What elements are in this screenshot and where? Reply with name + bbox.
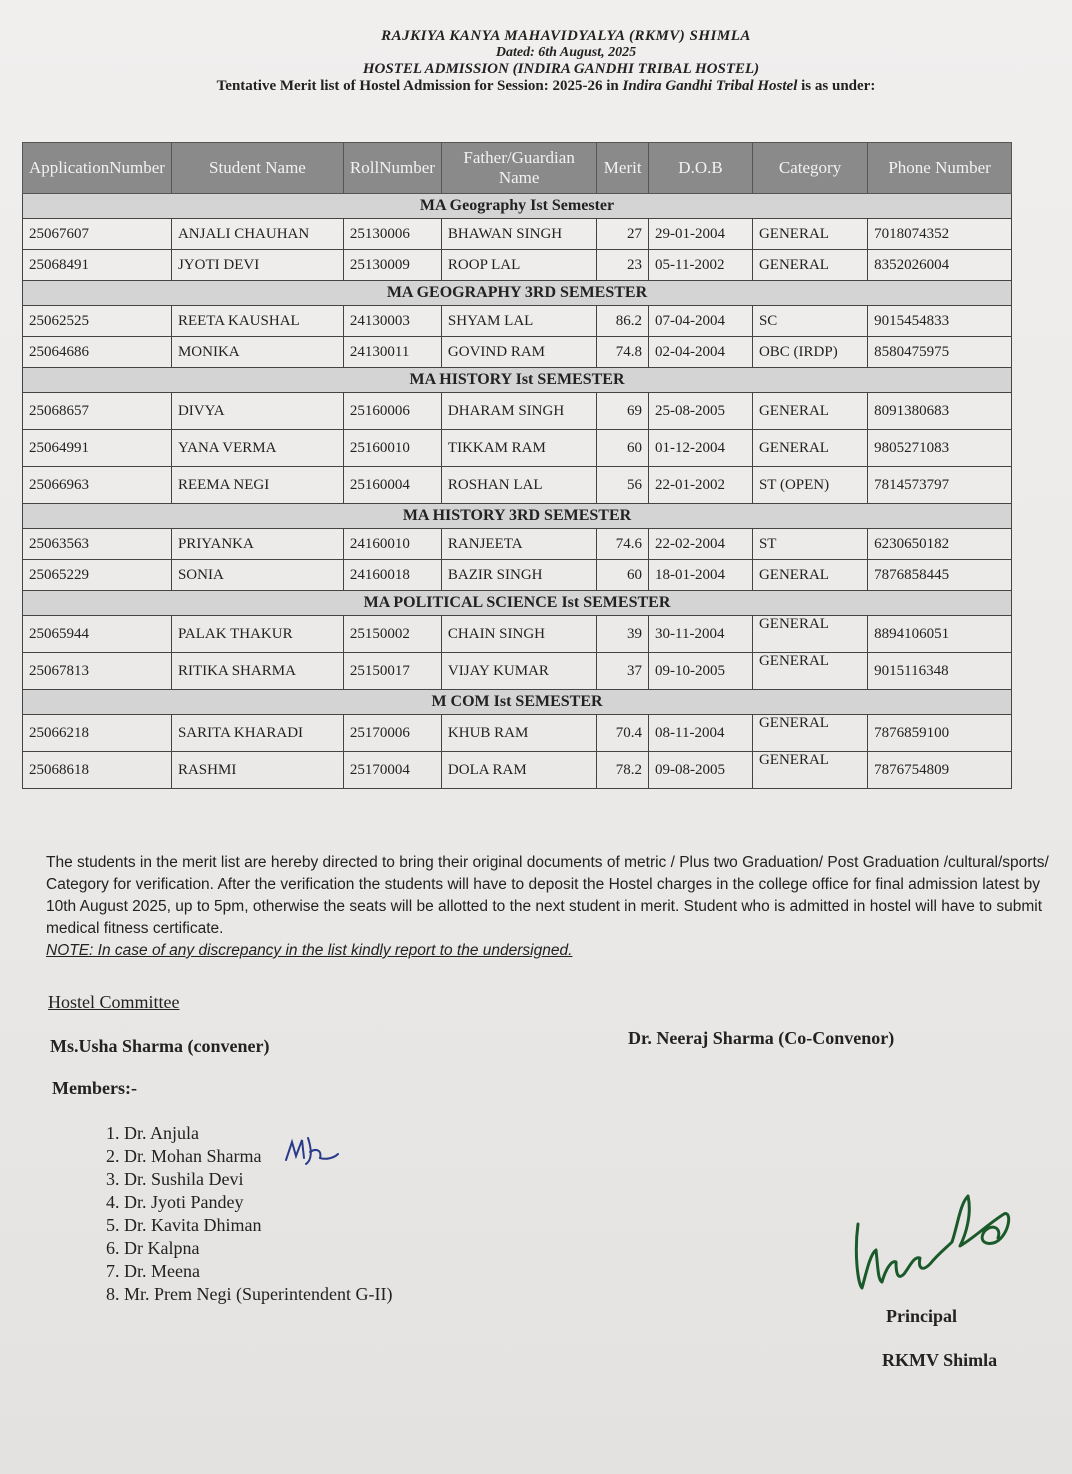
principal-signature [848,1184,1018,1304]
table-row: 25062525 REETA KAUSHAL 24130003 SHYAM LAL 86.2 07-04-2004 SC 9015454833 [23,306,1012,337]
list-title: Tentative Merit list of Hostel Admission for Session: 2025-26 in Indira Gandhi Tribal Hostel is as under: [216,78,876,94]
merit-table [22,142,1012,789]
hostel-title: HOSTEL ADMISSION (INDIRA GANDHI TRIBAL HOSTEL) [362,61,760,77]
section-heading: MA Geography Ist Semester [23,194,1012,219]
col-father-name: Father/Guardian Name [441,143,596,194]
member-item: 1. Dr. Anjula [124,1122,392,1145]
committee-title: Hostel Committee [48,992,180,1012]
table-header-row [23,143,1012,194]
table-row: 25065229 SONIA 24160018 BAZIR SINGH 60 18-01-2004 GENERAL 7876858445 [23,560,1012,591]
document-header [0,28,1072,95]
table-row: 25064686 MONIKA 24130011 GOVIND RAM 74.8 02-04-2004 OBC (IRDP) 8580475975 [23,337,1012,368]
section-heading: MA HISTORY Ist SEMESTER [23,368,1012,393]
col-phone: Phone Number [868,143,1012,194]
table-row: 25063563 PRIYANKA 24160010 RANJEETA 74.6 22-02-2004 ST 6230650182 [23,529,1012,560]
member-item: 3. Dr. Sushila Devi [124,1168,392,1191]
member-item: 5. Dr. Kavita Dhiman [124,1214,392,1237]
principal-org: RKMV Shimla [882,1350,998,1370]
convener: Ms.Usha Sharma (convener) [50,1036,270,1056]
member-signature [282,1130,342,1170]
member-item: 4. Dr. Jyoti Pandey [124,1191,392,1214]
document-date: Dated: 6th August, 2025 [495,45,637,60]
table-row: 25066963 REEMA NEGI 25160004 ROSHAN LAL 56 22-01-2002 ST (OPEN) 7814573797 [23,467,1012,504]
college-name: RAJKIYA KANYA MAHAVIDYALYA (RKMV) SHIMLA [381,28,751,44]
member-item: 7. Dr. Meena [124,1260,392,1283]
instructions [46,852,1050,962]
instructions-body: The students in the merit list are hereby directed to bring their original documents of metric / Plus two Graduation/ Post Graduation /cultural/sports/ Category for verification. After the verification the students will have to deposit the Hostel charges in the college office for final admission latest by 10th August 2025, up to 5pm, otherwise the seats will be allotted to the next student in merit. Student who is admitted in hostel will have to submit medical fitness certificate. [46,854,1049,937]
members-label: Members:- [52,1078,137,1098]
col-application-number: ApplicationNumber [23,143,172,194]
col-student-name: Student Name [171,143,343,194]
principal-title: Principal [886,1306,957,1326]
col-merit: Merit [597,143,649,194]
table-row: 25067607 ANJALI CHAUHAN 25130006 BHAWAN SINGH 27 29-01-2004 GENERAL 7018074352 [23,219,1012,250]
table-row: 25065944 PALAK THAKUR 25150002 CHAIN SINGH 39 30-11-2004 GENERAL 8894106051 [23,616,1012,653]
table-row: 25068618 RASHMI 25170004 DOLA RAM 78.2 09-08-2005 GENERAL 7876754809 [23,752,1012,789]
members-list [76,1122,392,1306]
member-item: 2. Dr. Mohan Sharma [124,1145,392,1168]
member-item: 8. Mr. Prem Negi (Superintendent G-II) [124,1283,392,1306]
discrepancy-note: NOTE: In case of any discrepancy in the list kindly report to the undersigned. [46,942,573,959]
section-heading: M COM Ist SEMESTER [23,690,1012,715]
member-item: 6. Dr Kalpna [124,1237,392,1260]
section-heading: MA POLITICAL SCIENCE Ist SEMESTER [23,591,1012,616]
table-row: 25064991 YANA VERMA 25160010 TIKKAM RAM 60 01-12-2004 GENERAL 9805271083 [23,430,1012,467]
table-row: 25067813 RITIKA SHARMA 25150017 VIJAY KUMAR 37 09-10-2005 GENERAL 9015116348 [23,653,1012,690]
section-heading: MA HISTORY 3RD SEMESTER [23,504,1012,529]
section-heading: MA GEOGRAPHY 3RD SEMESTER [23,281,1012,306]
table-row: 25068491 JYOTI DEVI 25130009 ROOP LAL 23 05-11-2002 GENERAL 8352026004 [23,250,1012,281]
table-row: 25068657 DIVYA 25160006 DHARAM SINGH 69 25-08-2005 GENERAL 8091380683 [23,393,1012,430]
co-convener: Dr. Neeraj Sharma (Co-Convenor) [628,1028,895,1048]
col-dob: D.O.B [649,143,753,194]
col-category: Category [752,143,867,194]
col-roll-number: RollNumber [343,143,441,194]
table-row: 25066218 SARITA KHARADI 25170006 KHUB RAM 70.4 08-11-2004 GENERAL 7876859100 [23,715,1012,752]
